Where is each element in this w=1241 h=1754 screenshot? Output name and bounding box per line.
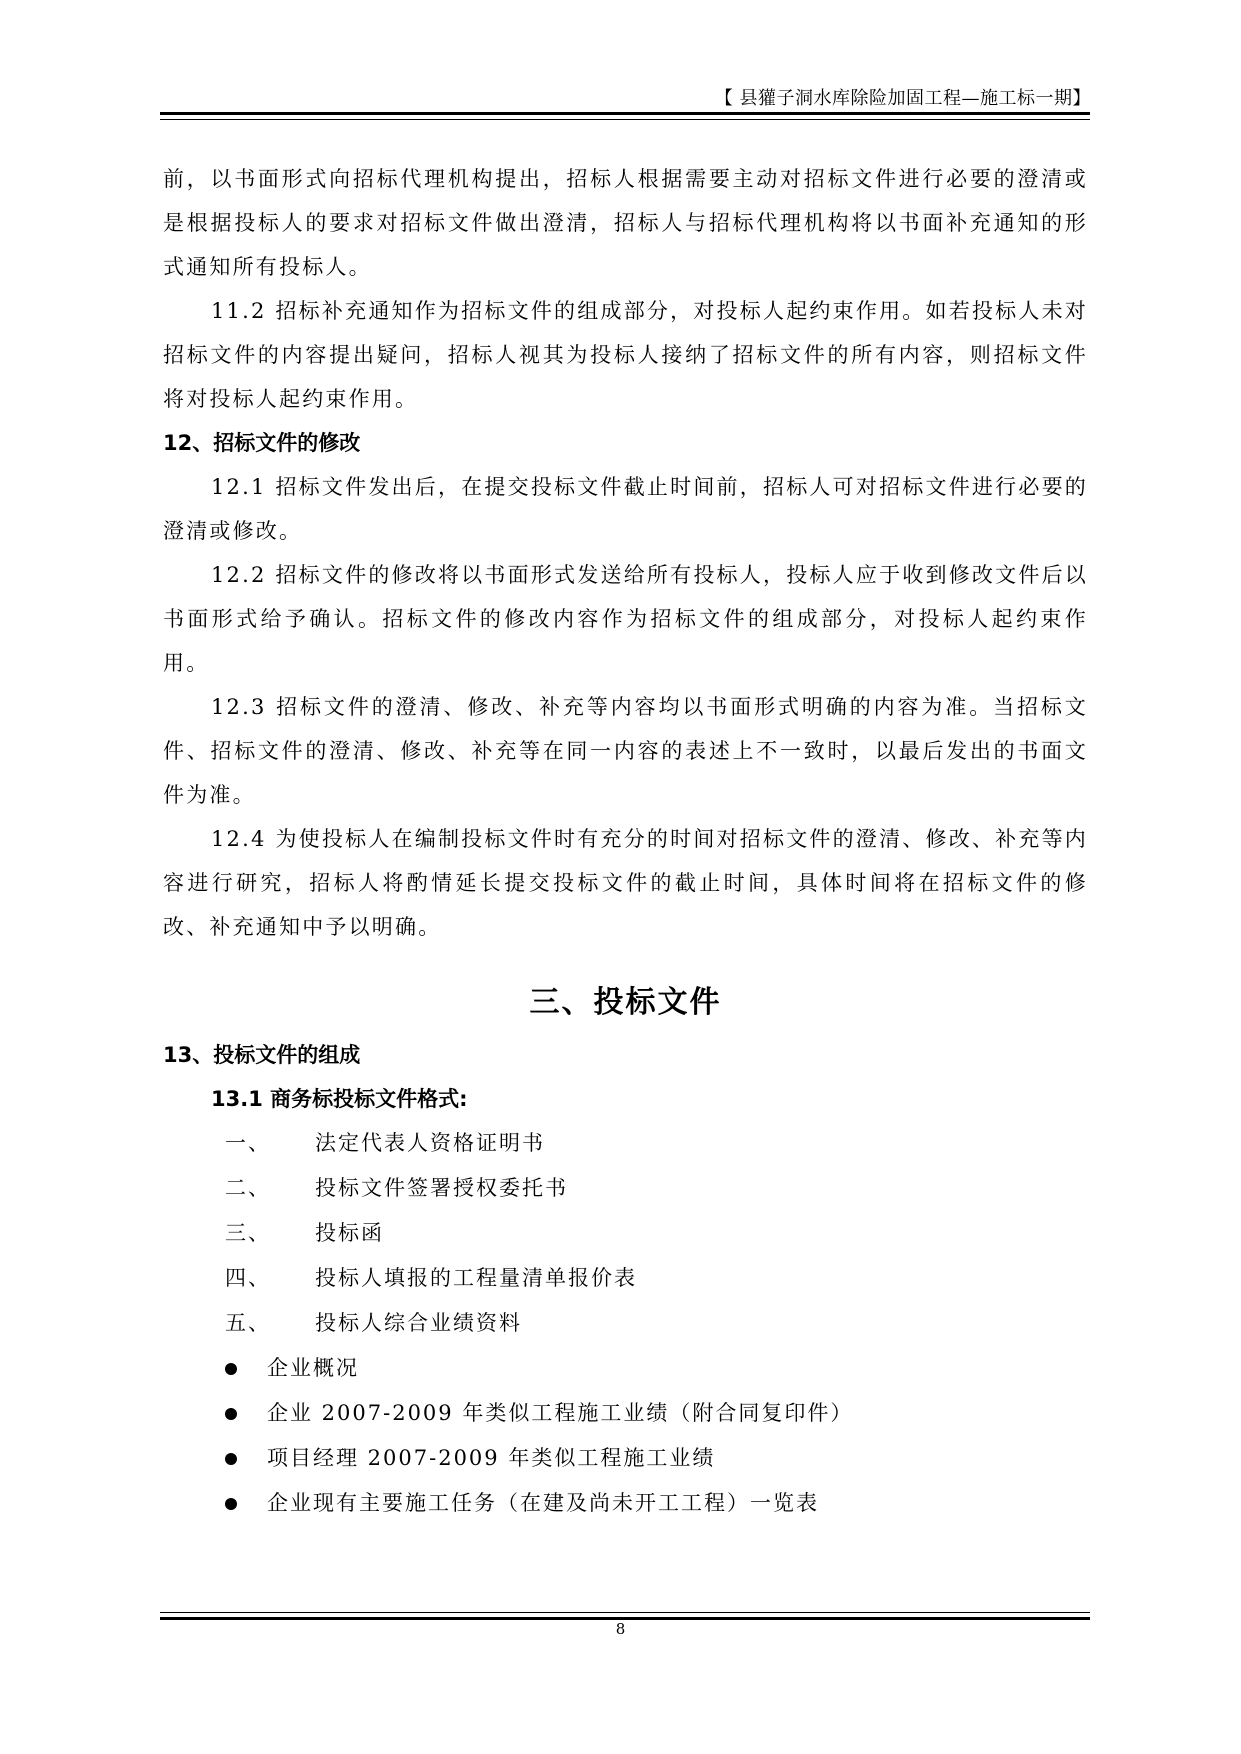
list-item-number: 三、 [225, 1221, 271, 1245]
list-item-text: 投标人填报的工程量清单报价表 [315, 1266, 637, 1290]
list-item [225, 1166, 1088, 1211]
bullet-text: 项目经理 2007-2009 年类似工程施工业绩 [267, 1446, 716, 1470]
paragraph-11-2: 11.2 招标补充通知作为招标文件的组成部分，对投标人起约束作用。如若投标人未对招标文件的内容提出疑问，招标人视其为投标人接纳了招标文件的所有内容，则招标文件将对投标人起约束作用。 [163, 299, 1088, 411]
list-item-number: 一、 [225, 1131, 271, 1155]
paragraph-12-4: 12.4 为使投标人在编制投标文件时有充分的时间对招标文件的澄清、修改、补充等内容进行研究，招标人将酌情延长提交投标文件的截止时间，具体时间将在招标文件的修改、补充通知中予以明确。 [163, 827, 1088, 939]
list-item-text: 法定代表人资格证明书 [315, 1131, 545, 1155]
list-item [225, 1121, 1088, 1166]
section-13-1-subheading: 13.1 商务标投标文件格式: [211, 1087, 468, 1111]
paragraph-12-2: 12.2 招标文件的修改将以书面形式发送给所有投标人，投标人应于收到修改文件后以书面形式给予确认。招标文件的修改内容作为招标文件的组成部分，对投标人起约束作用。 [163, 563, 1088, 675]
bullet-text: 企业概况 [267, 1356, 359, 1380]
bullet-text: 企业现有主要施工任务（在建及尚未开工工程）一览表 [267, 1491, 819, 1515]
bullet-text: 企业 2007-2009 年类似工程施工业绩（附合同复印件） [267, 1401, 854, 1425]
bullet-item [225, 1391, 1088, 1436]
page-body [163, 157, 1088, 1526]
section-13-heading: 13、投标文件的组成 [163, 1043, 361, 1067]
list-item [225, 1256, 1088, 1301]
paragraph-12-3: 12.3 招标文件的澄清、修改、补充等内容均以书面形式明确的内容为准。当招标文件、招标文件的澄清、修改、补充等在同一内容的表述上不一致时，以最后发出的书面文件为准。 [163, 695, 1088, 807]
list-item-number: 二、 [225, 1176, 271, 1200]
section-12-heading: 12、招标文件的修改 [163, 431, 361, 455]
bullet-item [225, 1436, 1088, 1481]
bullet-dot-icon [225, 1408, 237, 1420]
list-item-text: 投标函 [315, 1221, 384, 1245]
list-item-text: 投标人综合业绩资料 [315, 1311, 522, 1335]
paragraph-12-1: 12.1 招标文件发出后，在提交投标文件截止时间前，招标人可对招标文件进行必要的澄清或修改。 [163, 475, 1088, 543]
bullet-dot-icon [225, 1453, 237, 1465]
chapter-title: 三、投标文件 [529, 985, 722, 1020]
list-item-number: 五、 [225, 1311, 271, 1335]
bullet-item [225, 1346, 1088, 1391]
bullet-dot-icon [225, 1498, 237, 1510]
footer-rule [160, 1612, 1090, 1620]
list-item [225, 1211, 1088, 1256]
paragraph-continuation: 前，以书面形式向招标代理机构提出，招标人根据需要主动对招标文件进行必要的澄清或是根据投标人的要求对招标文件做出澄清，招标人与招标代理机构将以书面补充通知的形式通知所有投标人。 [163, 167, 1088, 279]
document-header-title: 【 县獾子洞水库除险加固工程—施工标一期】 [714, 88, 1091, 109]
list-item [225, 1301, 1088, 1346]
bullet-item [225, 1481, 1088, 1526]
bullet-dot-icon [225, 1363, 237, 1375]
header-rule [160, 112, 1090, 120]
list-item-number: 四、 [225, 1266, 271, 1290]
list-item-text: 投标文件签署授权委托书 [315, 1176, 568, 1200]
page-number: 8 [615, 1620, 626, 1638]
